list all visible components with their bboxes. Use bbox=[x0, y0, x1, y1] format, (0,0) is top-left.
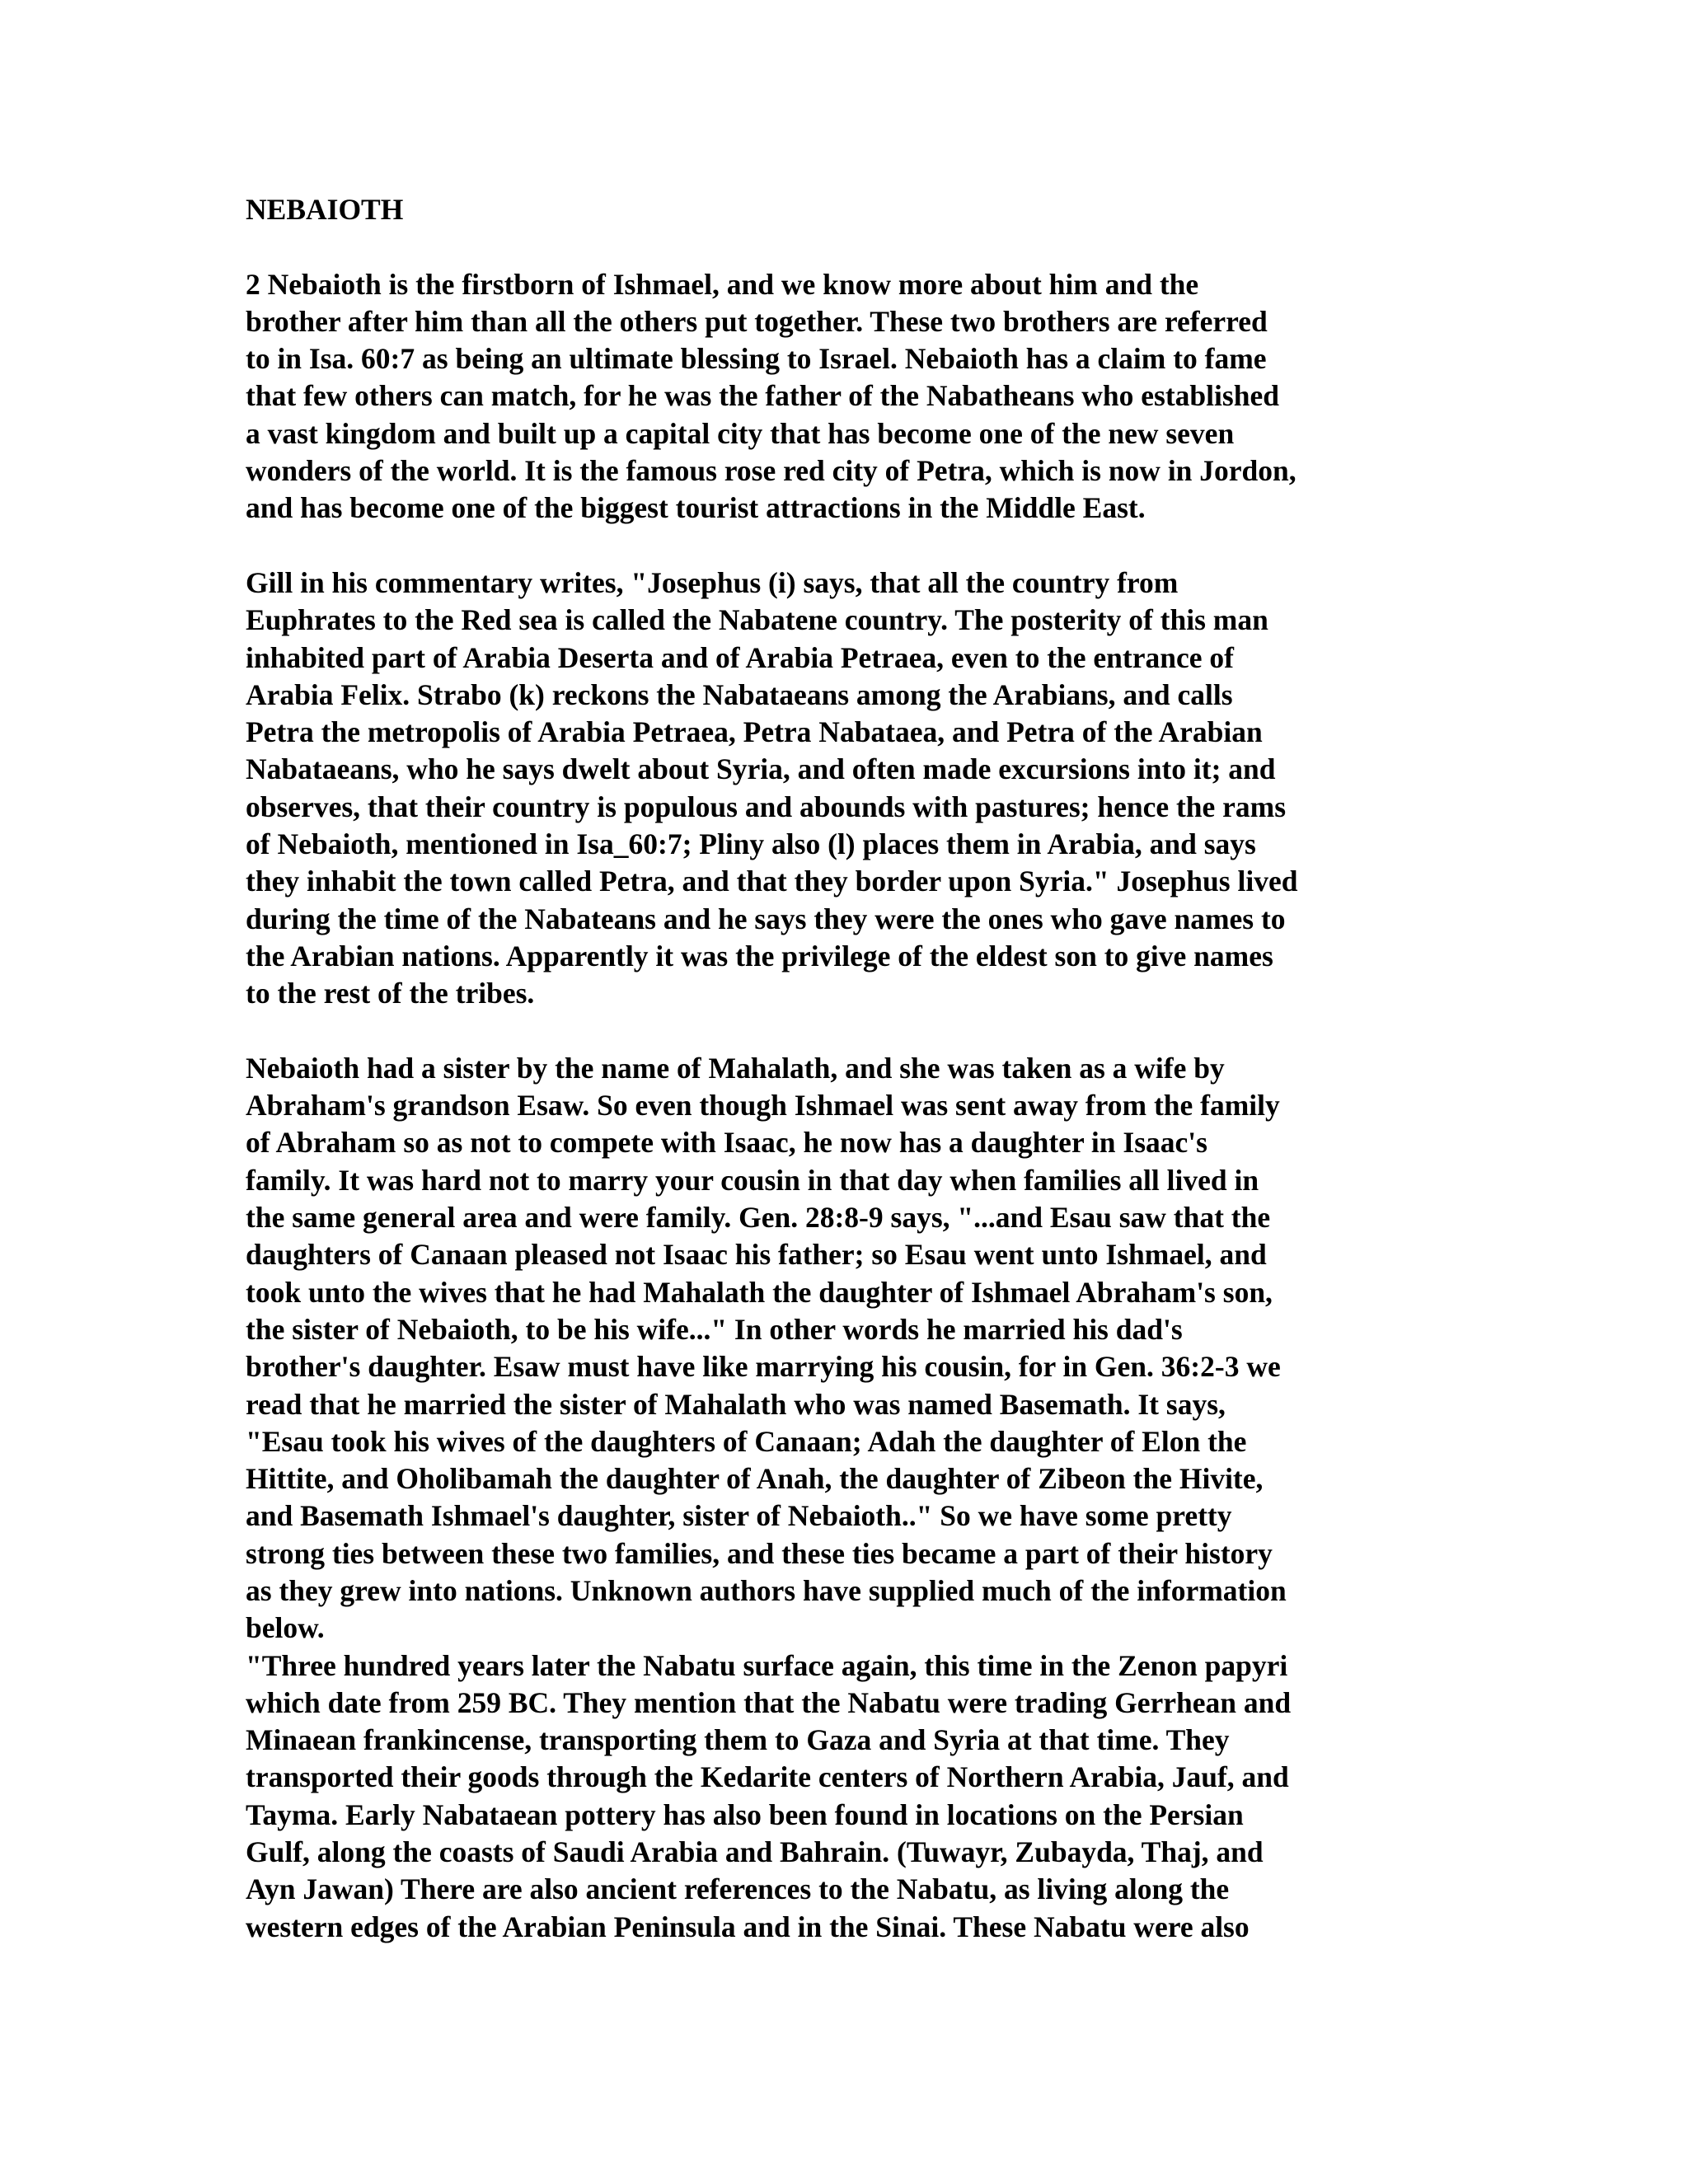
text-line: the same general area and were family. Gen. 28:8-9 says, "...and Esau saw that the bbox=[246, 1201, 1271, 1235]
document-title: NEBAIOTH bbox=[246, 193, 404, 226]
text-line: below. bbox=[246, 1611, 325, 1645]
text-line: wonders of the world. It is the famous rose red city of Petra, which is now in Jordon, bbox=[246, 454, 1296, 488]
paragraph bbox=[246, 266, 1432, 527]
text-line: as they grew into nations. Unknown authors have supplied much of the information bbox=[246, 1573, 1287, 1607]
text-line: to the rest of the tribes. bbox=[246, 977, 535, 1010]
paragraph bbox=[246, 1050, 1432, 1647]
text-line: which date from 259 BC. They mention that the Nabatu were trading Gerrhean and bbox=[246, 1685, 1292, 1719]
text-line: Hittite, and Oholibamah the daughter of Anah, the daughter of Zibeon the Hivite, bbox=[246, 1462, 1264, 1496]
text-line: family. It was hard not to marry your cousin in that day when families all lived in bbox=[246, 1163, 1259, 1197]
text-line: Arabia Felix. Strabo (k) reckons the Nabataeans among the Arabians, and calls bbox=[246, 677, 1233, 711]
text-line: the Arabian nations. Apparently it was the privilege of the eldest son to give names bbox=[246, 939, 1273, 972]
paragraph bbox=[246, 1647, 1432, 1946]
text-line: Minaean frankincense, transporting them to Gaza and Syria at that time. They bbox=[246, 1723, 1230, 1757]
document-page bbox=[246, 191, 1432, 1946]
document-body bbox=[246, 266, 1432, 1946]
text-line: during the time of the Nabateans and he says they were the ones who gave names to bbox=[246, 902, 1286, 935]
text-line: daughters of Canaan pleased not Isaac his father; so Esau went unto Ishmael, and bbox=[246, 1238, 1267, 1272]
text-line: the sister of Nebaioth, to be his wife..." In other words he married his dad's bbox=[246, 1312, 1183, 1346]
text-line: they inhabit the town called Petra, and that they border upon Syria." Josephus lived bbox=[246, 865, 1298, 898]
text-line: "Three hundred years later the Nabatu surface again, this time in the Zenon papyri bbox=[246, 1648, 1288, 1682]
text-line: Tayma. Early Nabataean pottery has also been found in locations on the Persian bbox=[246, 1797, 1244, 1831]
text-line: and Basemath Ishmael's daughter, sister of Nebaioth.." So we have some pretty bbox=[246, 1499, 1232, 1533]
text-line: Gulf, along the coasts of Saudi Arabia and Bahrain. (Tuwayr, Zubayda, Thaj, and bbox=[246, 1835, 1264, 1869]
text-line: Gill in his commentary writes, "Josephus (i) says, that all the country from bbox=[246, 565, 1179, 599]
paragraph bbox=[246, 565, 1432, 1013]
text-line: brother after him than all the others put together. These two brothers are referred bbox=[246, 304, 1268, 338]
text-line: Ayn Jawan) There are also ancient references to the Nabatu, as living along the bbox=[246, 1872, 1230, 1906]
text-line: transported their goods through the Kedarite centers of Northern Arabia, Jauf, and bbox=[246, 1760, 1289, 1794]
text-line: observes, that their country is populous and abounds with pastures; hence the rams bbox=[246, 790, 1287, 823]
text-line: a vast kingdom and built up a capital city that has become one of the new seven bbox=[246, 416, 1235, 450]
text-line: "Esau took his wives of the daughters of Canaan; Adah the daughter of Elon the bbox=[246, 1424, 1247, 1458]
text-line: brother's daughter. Esaw must have like marrying his cousin, for in Gen. 36:2-3 we bbox=[246, 1350, 1281, 1384]
text-line: Petra the metropolis of Arabia Petraea, Petra Nabataea, and Petra of the Arabian bbox=[246, 715, 1263, 749]
text-line: and has become one of the biggest tourist attractions in the Middle East. bbox=[246, 491, 1146, 525]
text-line: inhabited part of Arabia Deserta and of Arabia Petraea, even to the entrance of bbox=[246, 640, 1234, 674]
text-line: Abraham's grandson Esaw. So even though Ishmael was sent away from the family bbox=[246, 1089, 1280, 1122]
text-line: to in Isa. 60:7 as being an ultimate blessing to Israel. Nebaioth has a claim to fame bbox=[246, 342, 1267, 376]
text-line: of Nebaioth, mentioned in Isa_60:7; Pliny also (l) places them in Arabia, and says bbox=[246, 827, 1256, 861]
text-line: read that he married the sister of Mahalath who was named Basemath. It says, bbox=[246, 1387, 1226, 1421]
text-line: 2 Nebaioth is the firstborn of Ishmael, and we know more about him and the bbox=[246, 267, 1199, 301]
text-line: Nebaioth had a sister by the name of Mahalath, and she was taken as a wife by bbox=[246, 1051, 1225, 1085]
text-line: that few others can match, for he was the father of the Nabatheans who established bbox=[246, 379, 1279, 413]
text-line: Euphrates to the Red sea is called the Nabatene country. The posterity of this man bbox=[246, 603, 1268, 637]
text-line: western edges of the Arabian Peninsula and in the Sinai. These Nabatu were also bbox=[246, 1910, 1250, 1943]
text-line: of Abraham so as not to compete with Isaac, he now has a daughter in Isaac's bbox=[246, 1126, 1207, 1160]
text-line: Nabataeans, who he says dwelt about Syria, and often made excursions into it; and bbox=[246, 752, 1276, 786]
text-line: took unto the wives that he had Mahalath the daughter of Ishmael Abraham's son, bbox=[246, 1275, 1273, 1309]
text-line: strong ties between these two families, and these ties became a part of their history bbox=[246, 1536, 1273, 1570]
